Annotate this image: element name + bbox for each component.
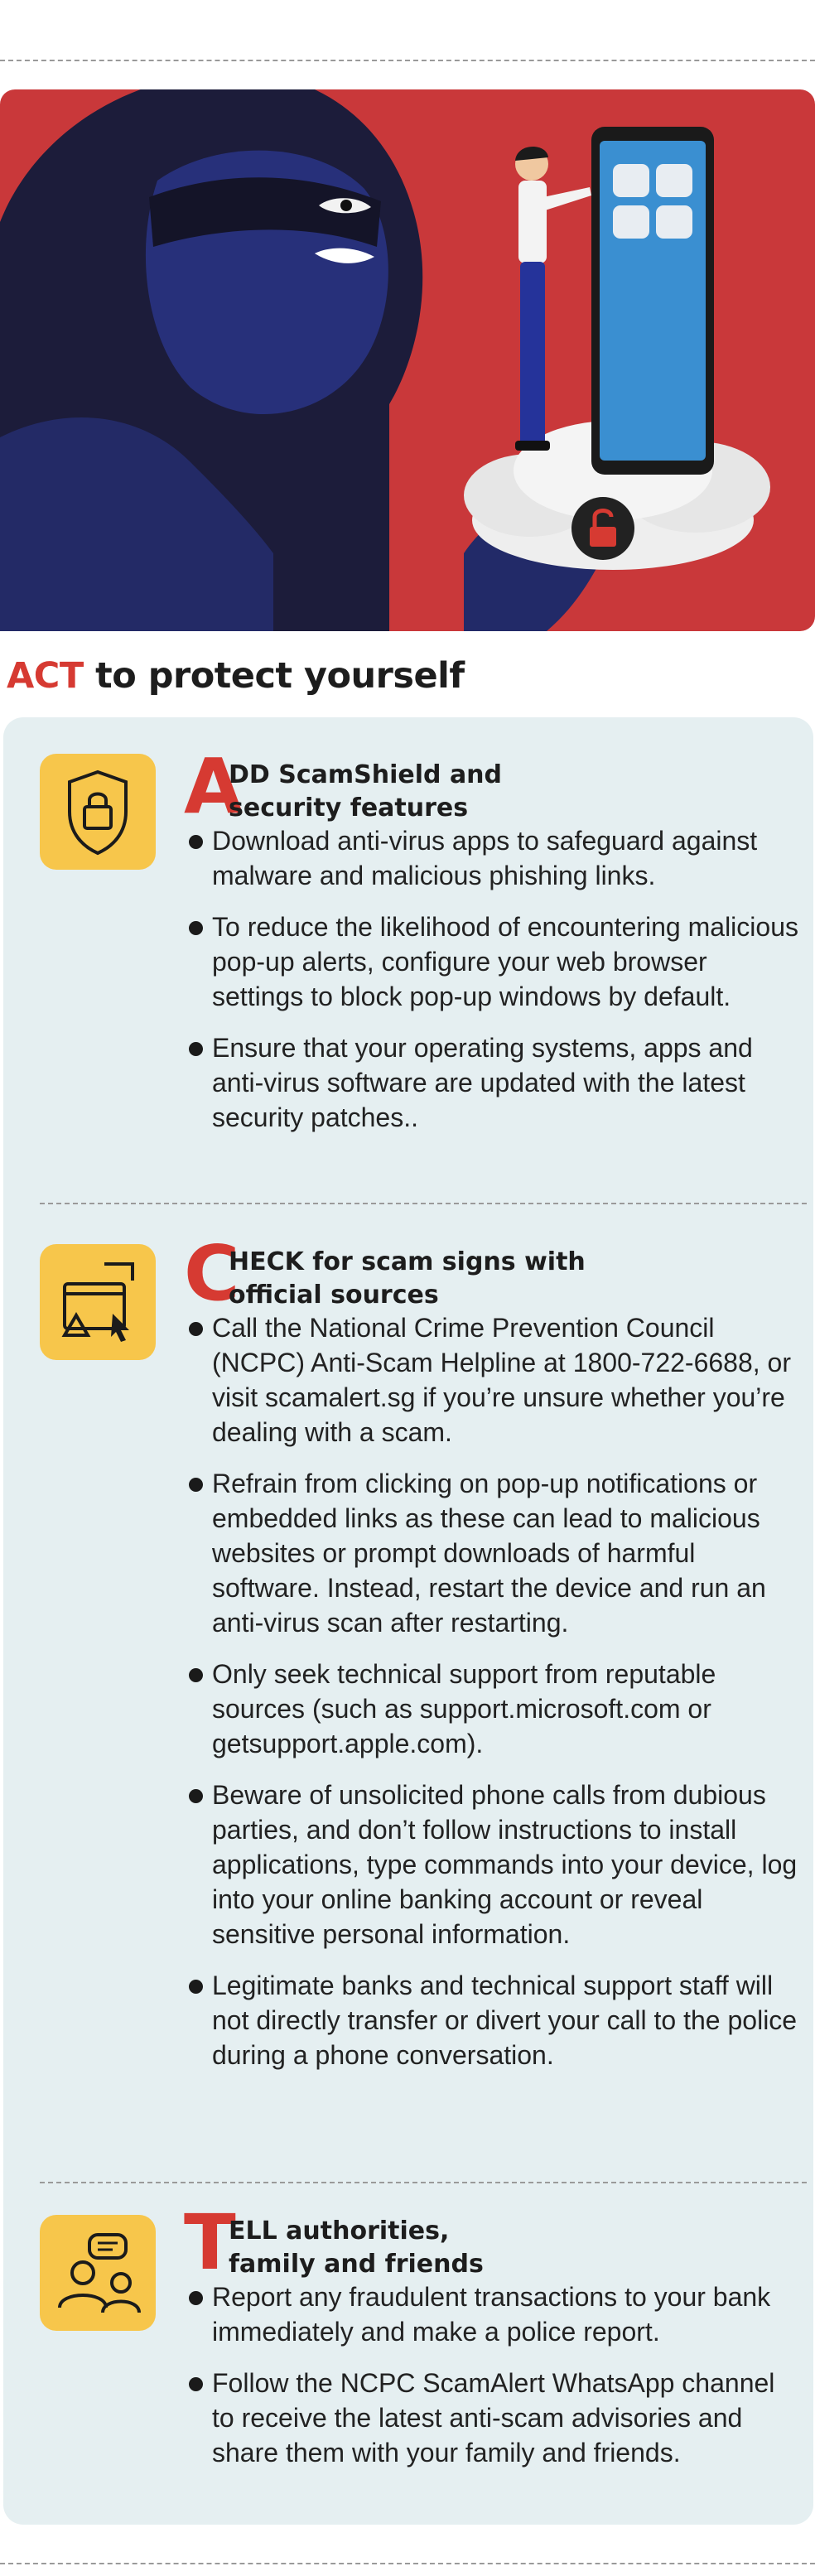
bottom-divider [0,2563,815,2564]
app-icon-car [656,205,692,239]
section-divider [40,1203,807,1204]
list-item: Follow the NCPC ScamAlert WhatsApp channel to receive the latest anti-scam advisories and share them with your family and friends. [189,2366,802,2470]
browser-warning-icon [40,1244,156,1360]
section-divider [40,2182,807,2183]
section-check-letter: C [184,1229,240,1318]
tips-panel [3,717,813,2525]
section-tell-letter: T [184,2198,236,2287]
app-icon-chat [613,164,649,197]
app-icon-mail [613,205,649,239]
top-divider [0,60,815,61]
section-add-list [189,823,802,1151]
list-item: Only seek technical support from reputable sources (such as support.microsoft.com or getsupport.apple.com). [189,1657,802,1761]
list-item: Report any fraudulent transactions to your bank immediately and make a police report. [189,2279,802,2349]
man-torso [518,181,547,263]
heading-text: to protect yourself [83,655,465,697]
shield-lock-icon [40,754,156,870]
section-tell-list [189,2279,802,2487]
list-item: Refrain from clicking on pop-up notifications or embedded links as these can lead to malicious websites or prompt downloads of harmful software. Instead, restart the device and run an anti-virus scan after restarting. [189,1466,802,1640]
list-item: Beware of unsolicited phone calls from dubious parties, and don’t follow instructions to install applications, type commands into your device, log into your online banking account or reveal sensitive personal information. [189,1778,802,1951]
people-chat-icon [40,2215,156,2331]
man-legs [520,262,545,446]
list-item: Ensure that your operating systems, apps and anti-virus software are updated with the latest security patches.. [189,1030,802,1135]
section-check-list [189,1310,802,2089]
list-item: To reduce the likelihood of encountering malicious pop-up alerts, configure your web browser settings to block pop-up windows by default. [189,909,802,1014]
section-check-title: HECK for scam signs with official sources [229,1247,586,1310]
heading-accent: ACT [7,655,84,697]
list-item: Legitimate banks and technical support staff will not directly transfer or divert your call to the police during a phone conversation. [189,1968,802,2072]
unlock-icon-body [590,527,616,547]
man-shoes [515,441,550,451]
app-icon-phone [656,164,692,197]
section-add-letter: A [184,742,244,831]
hero-illustration [0,89,815,631]
list-item: Download anti-virus apps to safeguard against malware and malicious phishing links. [189,823,802,893]
section-tell-title: ELL authorities, family and friends [229,2217,484,2279]
list-item: Call the National Crime Prevention Council (NCPC) Anti-Scam Helpline at 1800-722-6688, or visit scamalert.sg if you’re unsure whether you’re dealing with a scam. [189,1310,802,1450]
hooded-figure-pupil [340,200,352,211]
section-add-title: DD ScamShield and security features [229,760,503,822]
page-heading [7,651,465,701]
